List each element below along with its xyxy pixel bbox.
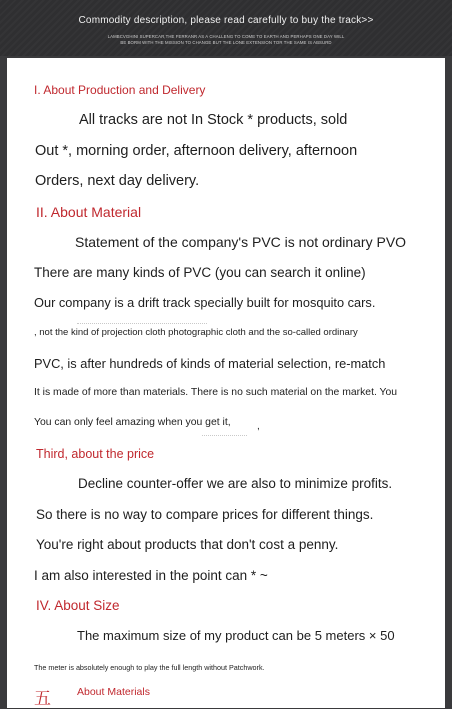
body-line: I am also interested in the point can * ~	[34, 568, 268, 583]
section-number-glyph: 五	[34, 689, 51, 709]
banner-subtitle-line: BE BORM WITH THE MISSION TO CHANGE BUT THE LONE EXTENSION TOR THE SAME IS ABSURD	[120, 40, 332, 45]
section-heading-size: IV. About Size	[36, 598, 120, 613]
section-heading-materials: About Materials	[77, 686, 150, 698]
body-line: You're right about products that don't cost a penny.	[36, 537, 339, 552]
banner-subtitle-line: LAMBCVGHINI SUPERCAR,THE FERRANR AS A CHALLENG TO COME TO EARTH AND PERHAPS ONE DAY WILL	[107, 34, 345, 39]
body-line: Orders, next day delivery.	[35, 173, 200, 189]
body-line: , not the kind of projection cloth photographic cloth and the so-called ordinary	[34, 327, 358, 338]
body-line: You can only feel amazing when you get it,	[34, 417, 231, 428]
body-line: Out *, morning order, afternoon delivery, afternoon	[35, 143, 358, 159]
body-line: Decline counter-offer we are also to minimize profits.	[78, 476, 393, 491]
section-heading-price: Third, about the price	[36, 447, 155, 461]
section-heading-production: I. About Production and Delivery	[34, 83, 206, 97]
dotted-rule	[77, 323, 207, 325]
body-line: All tracks are not In Stock * products, sold	[79, 112, 348, 128]
header-banner	[0, 0, 452, 56]
body-line: The maximum size of my product can be 5 meters × 50	[77, 628, 395, 643]
body-line: Our company is a drift track specially built for mosquito cars.	[34, 295, 376, 310]
body-line: There are many kinds of PVC (you can search it online)	[34, 265, 366, 280]
body-line: PVC, is after hundreds of kinds of material selection, re-match	[34, 356, 386, 371]
section-heading-material: II. About Material	[36, 204, 142, 220]
banner-subtitle	[0, 34, 452, 46]
body-line: So there is no way to compare prices for different things.	[36, 507, 374, 522]
body-line: The meter is absolutely enough to play the full length without Patchwork.	[34, 663, 265, 672]
stray-comma: ,	[257, 421, 260, 432]
description-card	[7, 58, 445, 708]
body-line: Statement of the company's PVC is not ordinary PVO	[75, 234, 407, 250]
dotted-rule	[202, 435, 247, 437]
body-line: It is made of more than materials. There is no such material on the market. You	[34, 387, 398, 398]
banner-title: Commodity description, please read carefully to buy the track>>	[78, 15, 374, 26]
